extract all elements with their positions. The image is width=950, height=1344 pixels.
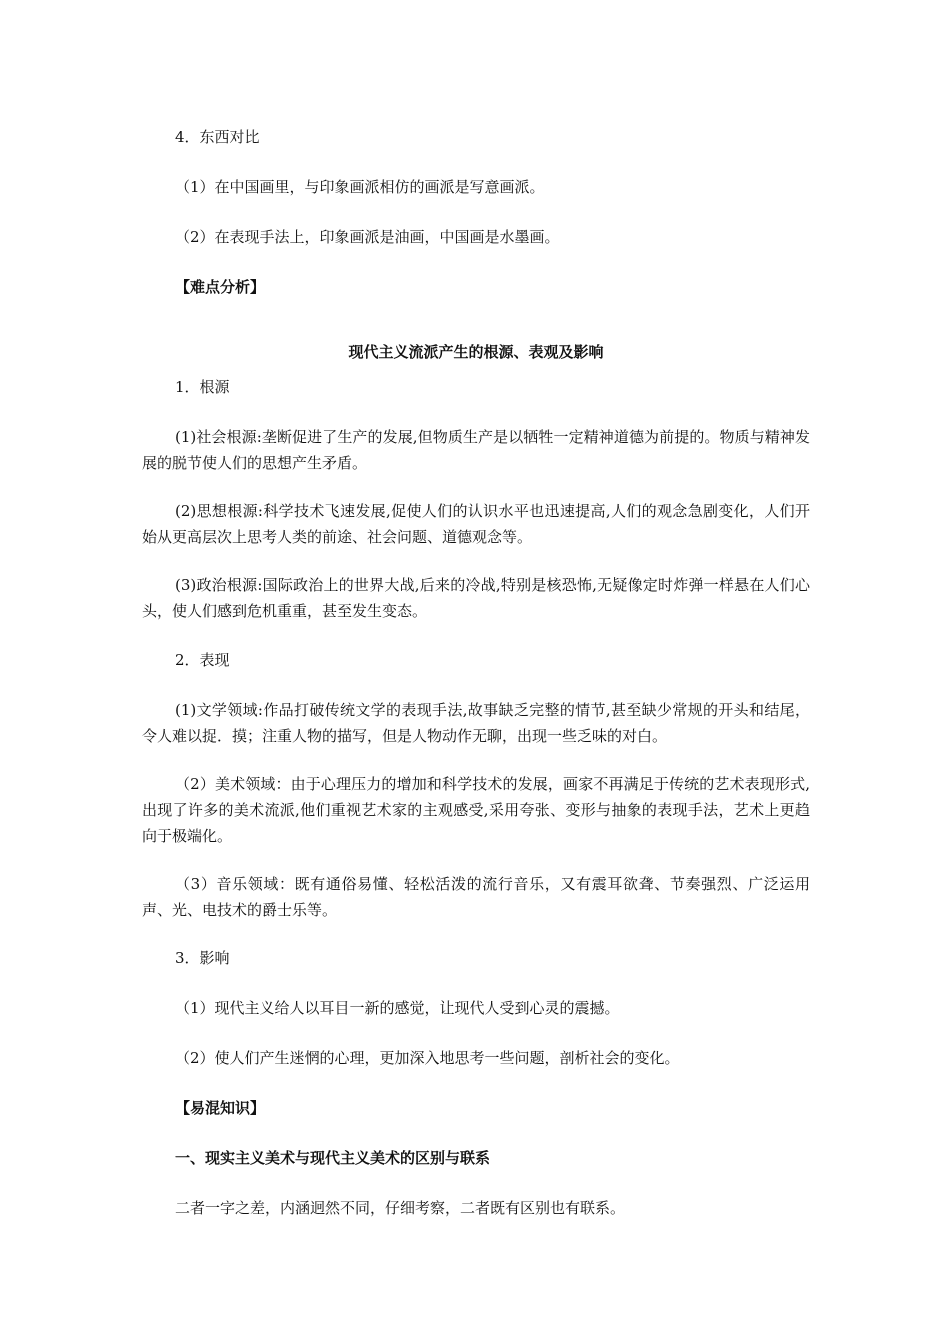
dongxi-item-1: （1）在中国画里，与印象画派相仿的画派是写意画派。 bbox=[175, 178, 545, 196]
genyuan-paragraph-2: (2)思想根源:科学技术飞速发展,促使人们的认识水平也迅速提高,人们的观念急剧变化，人们开始从更高层次上思考人类的前途、社会问题、道德观念等。 bbox=[142, 502, 810, 546]
heading-dongxi-duibi: 4．东西对比 bbox=[175, 128, 260, 146]
yingxiang-item-1: （1）现代主义给人以耳目一新的感觉，让现代人受到心灵的震撼。 bbox=[175, 999, 620, 1017]
heading-yingxiang: 3．影响 bbox=[175, 949, 230, 967]
section-title: 现代主义流派产生的根源、表观及影响 bbox=[348, 343, 604, 361]
dongxi-item-2: （2）在表现手法上，印象画派是油画，中国画是水墨画。 bbox=[175, 228, 560, 246]
yihun-paragraph: 二者一字之差，内涵迥然不同，仔细考察，二者既有区别也有联系。 bbox=[175, 1199, 626, 1217]
biaoxian-paragraph-1: (1)文学领域:作品打破传统文学的表现手法,故事缺乏完整的情节,甚至缺少常规的开头和结尾，令人难以捉．摸；注重人物的描写，但是人物动作无聊，出现一些乏味的对白。 bbox=[142, 701, 810, 745]
yingxiang-item-2: （2）使人们产生迷惘的心理，更加深入地思考一些问题，剖析社会的变化。 bbox=[175, 1049, 680, 1067]
biaoxian-paragraph-3: （3）音乐领域：既有通俗易懂、轻松活泼的流行音乐，又有震耳欲聋、节奏强烈、广泛运用声、光、电技术的爵士乐等。 bbox=[142, 875, 810, 919]
biaoxian-paragraph-2: （2）美术领域：由于心理压力的增加和科学技术的发展，画家不再满足于传统的艺术表现形式,出现了许多的美术流派,他们重视艺术家的主观感受,采用夸张、变形与抽象的表现手法，艺术上更趋向于极端化。 bbox=[142, 775, 810, 845]
genyuan-paragraph-3: (3)政治根源:国际政治上的世界大战,后来的冷战,特别是核恐怖,无疑像定时炸弹一样悬在人们心头，使人们感到危机重重，甚至发生变态。 bbox=[142, 576, 810, 620]
subheading-xianshi-xiandai: 一、现实主义美术与现代主义美术的区别与联系 bbox=[175, 1149, 491, 1167]
heading-yihun-zhishi: 【易混知识】 bbox=[175, 1099, 266, 1117]
heading-biaoxian: 2．表现 bbox=[175, 651, 230, 669]
heading-genyuan: 1．根源 bbox=[175, 378, 230, 396]
genyuan-paragraph-1: (1)社会根源:垄断促进了生产的发展,但物质生产是以牺牲一定精神道德为前提的。物质与精神发展的脱节使人们的思想产生矛盾。 bbox=[142, 428, 810, 472]
heading-nandian-fenxi: 【难点分析】 bbox=[175, 278, 266, 296]
